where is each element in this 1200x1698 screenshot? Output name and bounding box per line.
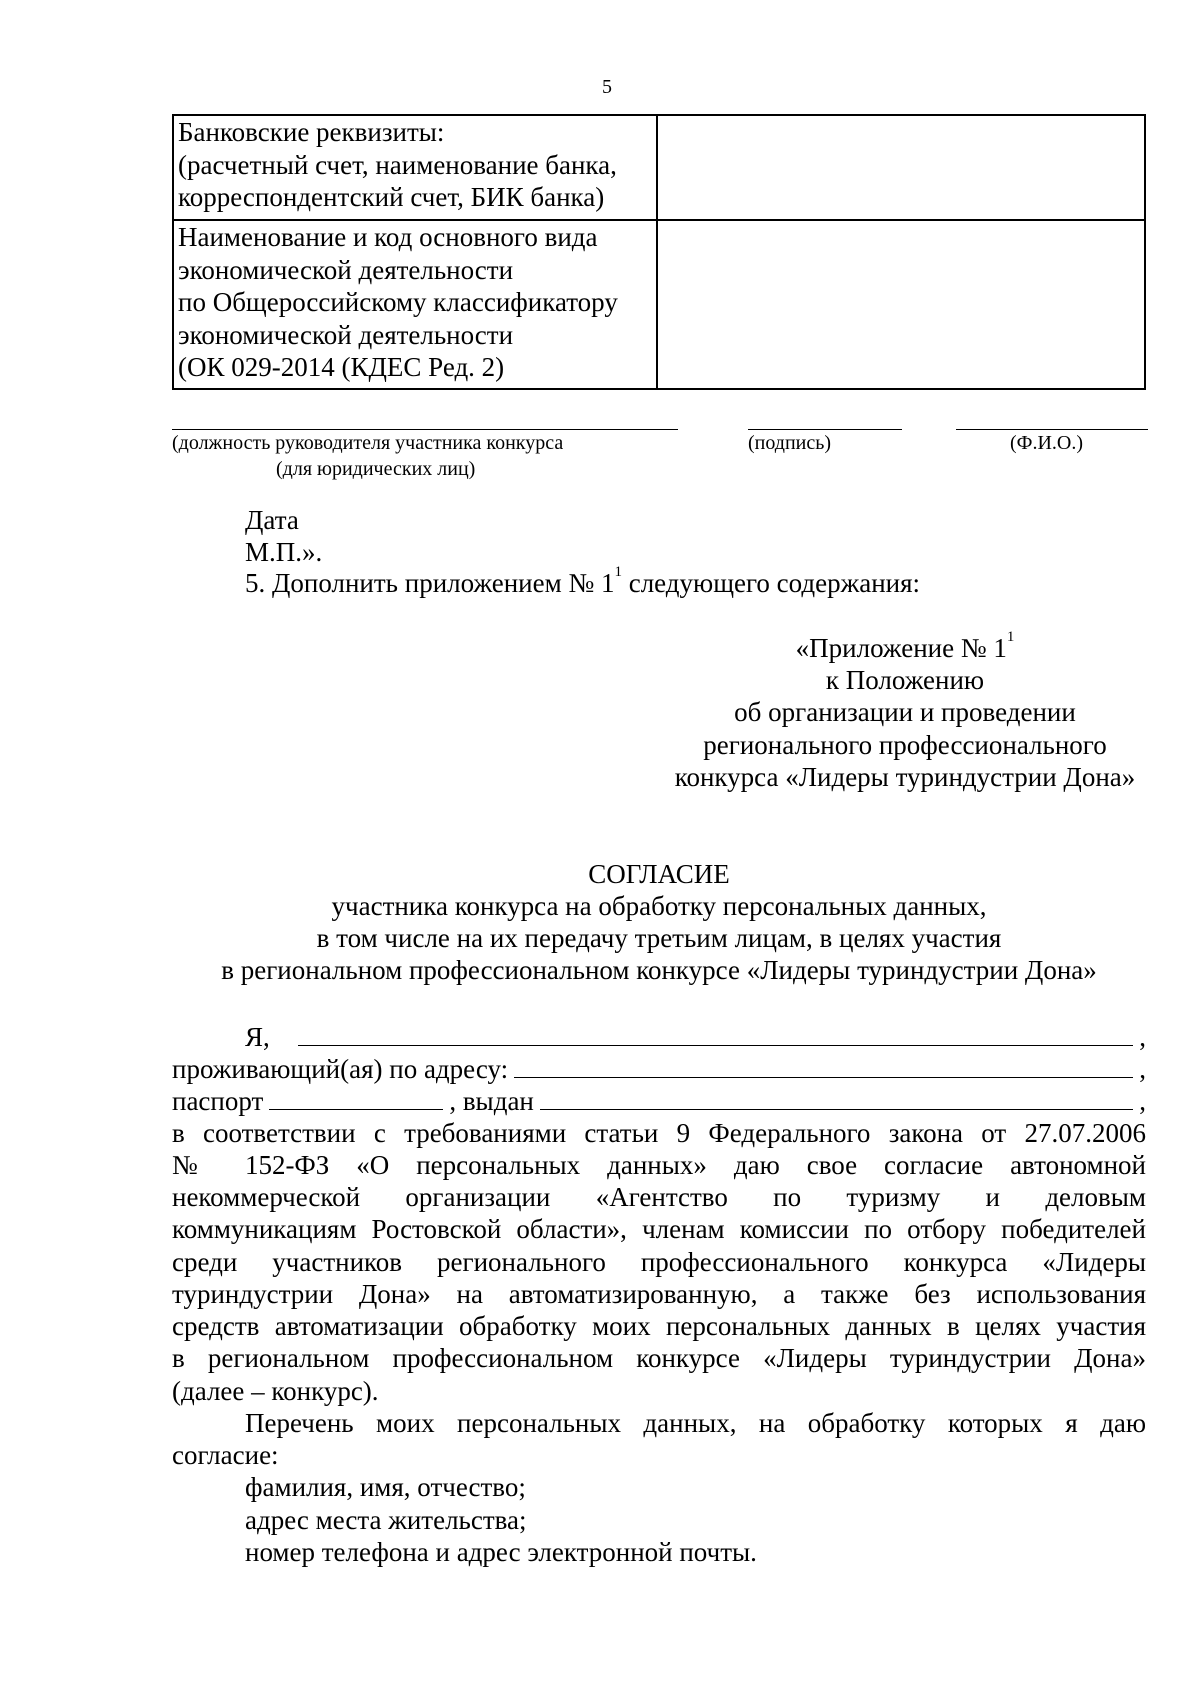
table-cell-value[interactable] <box>657 115 1145 220</box>
page-number: 5 <box>602 76 612 98</box>
cell-line: Наименование и код основного вида <box>178 222 598 252</box>
cell-line: (ОК 029-2014 (КДЕС Ред. 2) <box>178 352 505 382</box>
requisites-table <box>172 114 1146 390</box>
name-field-row <box>172 1022 1146 1053</box>
table-row <box>173 115 1145 220</box>
table-row <box>173 220 1145 389</box>
signature-line <box>748 429 902 430</box>
amendment-text: 5. Дополнить приложением № 1 <box>245 568 615 598</box>
cell-line: (расчетный счет, наименование банка, <box>178 149 617 180</box>
name-caption: (Ф.И.О.) <box>1010 432 1084 454</box>
stamp-label: М.П.». <box>245 537 323 567</box>
comma: , <box>1139 1086 1146 1116</box>
position-caption: (должность руководителя участника конкурса <box>172 432 564 454</box>
list-item: адрес места жительства; <box>245 1505 527 1535</box>
comma: , <box>1139 1054 1146 1084</box>
passport-field-row <box>172 1086 1146 1117</box>
amendment-text-tail: следующего содержания: <box>621 568 921 598</box>
position-signature-line <box>172 429 678 430</box>
cell-line: Банковские реквизиты: <box>178 117 445 147</box>
issued-label: , выдан <box>449 1086 534 1116</box>
cell-line: экономической деятельности <box>178 319 514 350</box>
consent-heading: СОГЛАСИЕ <box>588 859 730 889</box>
appendix-line-4: регионального профессионального <box>703 730 1107 760</box>
issued-by-input[interactable] <box>540 1087 1133 1110</box>
address-field-row <box>172 1054 1146 1085</box>
comma: , <box>1139 1022 1146 1052</box>
passport-number-input[interactable] <box>269 1087 443 1110</box>
table-cell-label <box>173 220 657 389</box>
consent-subtitle-2: в том числе на их передачу третьим лицам, в целях участия <box>316 923 1002 953</box>
appendix-line-5: конкурса «Лидеры туриндустрии Дона» <box>674 762 1136 792</box>
body-line: туриндустрии Дона» на автоматизированную, а также без использования <box>172 1279 1146 1309</box>
body-last-line: (далее – конкурс). <box>172 1376 379 1406</box>
full-name-input[interactable] <box>298 1023 1133 1046</box>
address-input[interactable] <box>514 1055 1133 1078</box>
appendix-line-1 <box>600 629 1200 664</box>
superscript: 1 <box>1006 629 1015 645</box>
amendment-line <box>245 564 921 599</box>
appendix-text: «Приложение № 1 <box>795 633 1007 663</box>
list-item: номер телефона и адрес электронной почты. <box>245 1537 757 1567</box>
address-label: проживающий(ая) по адресу: <box>172 1054 509 1084</box>
list-intro-line-2: согласие: <box>172 1440 279 1470</box>
cell-line: по Общероссийскому классификатору <box>178 287 618 317</box>
table-cell-label <box>173 115 657 220</box>
body-line: коммуникациям Ростовской области», членам комиссии по отбору победителей <box>172 1214 1146 1244</box>
body-line: в соответствии с требованиями статьи 9 Федерального закона от 27.07.2006 <box>172 1118 1146 1148</box>
body-line: средств автоматизации обработку моих персональных данных в целях участия <box>172 1311 1146 1341</box>
passport-label: паспорт <box>172 1086 264 1116</box>
date-label: Дата <box>245 505 299 535</box>
body-line: некоммерческой организации «Агентство по туризму и деловым <box>172 1182 1146 1212</box>
body-line: № 152-ФЗ «О персональных данных» даю свое согласие автономной <box>172 1150 1146 1180</box>
appendix-line-2: к Положению <box>825 665 985 695</box>
appendix-line-3: об организации и проведении <box>734 697 1076 727</box>
list-intro-line: Перечень моих персональных данных, на обработку которых я даю <box>245 1408 1146 1438</box>
consent-subtitle-3: в региональном профессиональном конкурсе «Лидеры туриндустрии Дона» <box>221 955 1097 985</box>
table-cell-value[interactable] <box>657 220 1145 389</box>
consent-subtitle-1: участника конкурса на обработку персональных данных, <box>331 891 987 921</box>
signature-caption: (подпись) <box>748 432 832 454</box>
cell-line: корреспондентский счет, БИК банка) <box>178 182 605 212</box>
name-signature-line <box>956 429 1148 430</box>
cell-line: экономической деятельности <box>178 254 514 285</box>
superscript: 1 <box>614 564 622 580</box>
body-line: в региональном профессиональном конкурсе «Лидеры туриндустрии Дона» <box>172 1343 1146 1373</box>
list-item: фамилия, имя, отчество; <box>245 1472 526 1502</box>
position-caption-sub: (для юридических лиц) <box>276 458 476 480</box>
i-label: Я, <box>245 1022 270 1052</box>
body-line: среди участников регионального профессионального конкурса «Лидеры <box>172 1247 1146 1277</box>
